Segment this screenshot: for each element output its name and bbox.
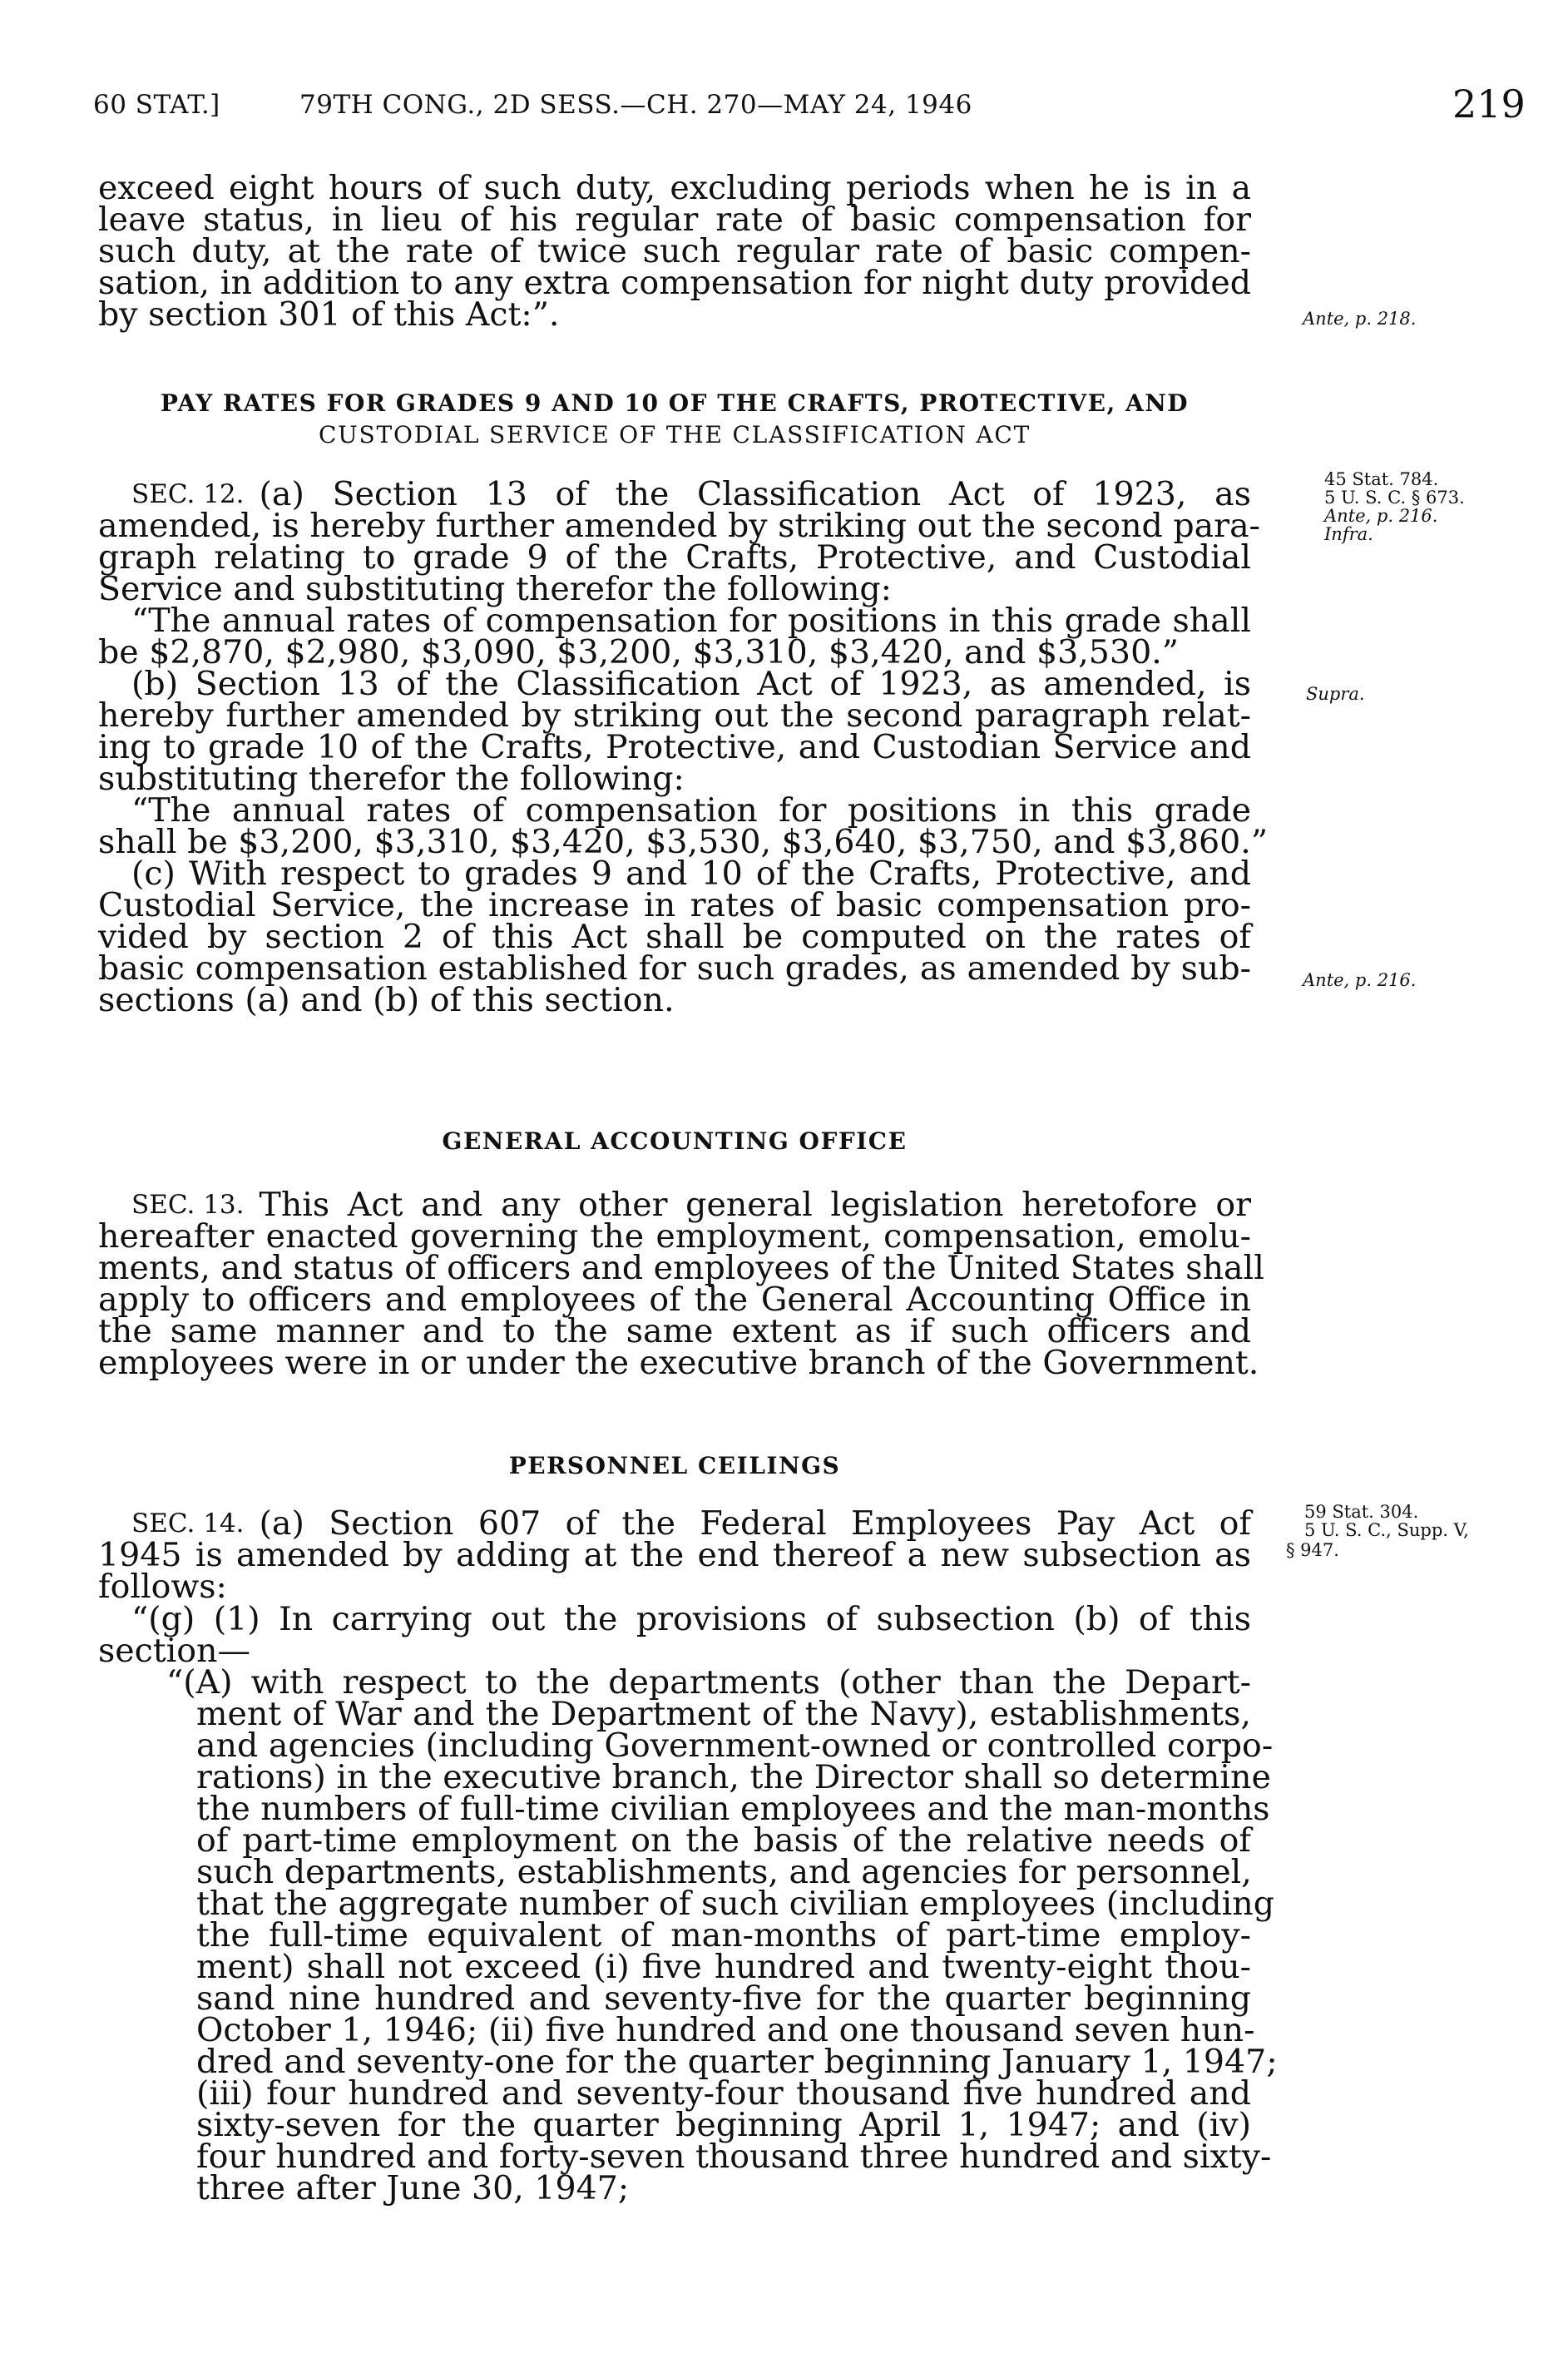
text-line: leave status, in lieu of his regular rate of basic compensation for: [98, 201, 1251, 239]
text-line: shall be $3,200, $3,310, $3,420, $3,530, $3,640, $3,750, and $3,860.”: [98, 823, 1269, 861]
margin-note-45-stat: 45 Stat. 784.: [1324, 469, 1439, 489]
text-line: “The annual rates of compensation for positions in this grade: [131, 791, 1251, 830]
margin-note-5-usc-supp: 5 U. S. C., Supp. V,: [1304, 1520, 1469, 1540]
text-line: graph relating to grade 9 of the Crafts, Protective, and Custodial: [98, 538, 1251, 577]
text-line: (a) Section 13 of the Classification Act of 1923, as: [259, 475, 1251, 513]
text-line: sand nine hundred and seventy-five for the quarter beginning: [196, 1979, 1251, 2018]
text-line: sixty-seven for the quarter beginning April 1, 1947; and (iv): [196, 2106, 1251, 2144]
text-line: the same manner and to the same extent as if such officers and: [98, 1312, 1251, 1350]
text-line: hereby further amended by striking out the second paragraph relat-: [98, 696, 1251, 735]
margin-note-sec-947: § 947.: [1286, 1540, 1339, 1560]
running-head-volume: 60 STAT.]: [93, 90, 220, 120]
margin-note-59-stat: 59 Stat. 304.: [1304, 1502, 1419, 1522]
text-line: This Act and any other general legislation heretofore or: [259, 1186, 1251, 1224]
text-line: such duty, at the rate of twice such regular rate of basic compen-: [98, 232, 1251, 270]
text-line: amended, is hereby further amended by striking out the second para-: [98, 507, 1260, 545]
text-line: vided by section 2 of this Act shall be computed on the rates of: [98, 918, 1251, 956]
text-line: sections (a) and (b) of this section.: [98, 981, 675, 1019]
text-line: Custodial Service, the increase in rates of basic compensation pro-: [98, 886, 1251, 924]
running-head-citation: 79TH CONG., 2D SESS.—CH. 270—MAY 24, 1946: [299, 90, 972, 120]
text-line: (iii) four hundred and seventy-four thousand five hundred and: [196, 2074, 1251, 2113]
text-line: the full-time equivalent of man-months of part-time employ-: [196, 1916, 1251, 1954]
text-line: (c) With respect to grades 9 and 10 of the Crafts, Protective, and: [131, 855, 1251, 893]
text-line: four hundred and forty-seven thousand three hundred and sixty-: [196, 2138, 1272, 2176]
text-line: three after June 30, 1947;: [196, 2169, 630, 2207]
text-line: Service and substituting therefor the following:: [98, 570, 892, 608]
text-line: “(g) (1) In carrying out the provisions of subsection (b) of this: [131, 1600, 1251, 1638]
text-line: ments, and status of officers and employees of the United States shall: [98, 1249, 1264, 1287]
text-line: rations) in the executive branch, the Director shall so determine: [196, 1758, 1271, 1796]
text-line: follows:: [98, 1568, 227, 1606]
text-line: such departments, establishments, and agencies for personnel,: [196, 1853, 1252, 1891]
text-line: section—: [98, 1632, 250, 1670]
margin-note-supra: Supra.: [1306, 684, 1365, 704]
page-number: 219: [1452, 82, 1526, 126]
text-line: (b) Section 13 of the Classification Act of 1923, as amended, is: [131, 665, 1251, 703]
text-line: apply to officers and employees of the General Accounting Office in: [98, 1281, 1251, 1319]
text-line: “The annual rates of compensation for positions in this grade shall: [131, 602, 1251, 640]
text-line: by section 301 of this Act:”.: [98, 295, 560, 334]
text-line: dred and seventy-one for the quarter beginning January 1, 1947;: [196, 2043, 1278, 2081]
text-line: that the aggregate number of such civilian employees (including: [196, 1885, 1275, 1923]
margin-note-ante-218: Ante, p. 218.: [1303, 309, 1417, 329]
text-line: hereafter enacted governing the employment, compensation, emolu-: [98, 1217, 1251, 1256]
text-line: be $2,870, $2,980, $3,090, $3,200, $3,310, $3,420, and $3,530.”: [98, 633, 1179, 671]
section-14-heading: PERSONNEL CEILINGS: [508, 1452, 841, 1479]
section-13-heading: GENERAL ACCOUNTING OFFICE: [442, 1127, 908, 1155]
text-line: ment of War and the Department of the Navy), establishments,: [196, 1695, 1251, 1733]
section-label: SEC. 12.: [131, 479, 245, 509]
text-line: (a) Section 607 of the Federal Employees Pay Act of: [259, 1504, 1251, 1543]
section-label: SEC. 14.: [131, 1509, 245, 1538]
text-line: employees were in or under the executive branch of the Government.: [98, 1344, 1259, 1382]
text-line: ing to grade 10 of the Crafts, Protective, and Custodian Service and: [98, 728, 1251, 766]
text-line: exceed eight hours of such duty, excluding periods when he is in a: [98, 169, 1251, 207]
text-line: the numbers of full-time civilian employees and the man-months: [196, 1790, 1270, 1828]
text-line: October 1, 1946; (ii) five hundred and one thousand seven hun-: [196, 2011, 1255, 2049]
text-line: and agencies (including Government-owned or controlled corpo-: [196, 1726, 1274, 1765]
margin-note-ante-216: Ante, p. 216.: [1324, 506, 1438, 526]
text-line: sation, in addition to any extra compensation for night duty provided: [98, 264, 1251, 302]
text-line: of part-time employment on the basis of the relative needs of: [196, 1821, 1251, 1860]
section-12-heading-line1: PAY RATES FOR GRADES 9 AND 10 OF THE CRAFTS, PROTECTIVE, AND: [160, 389, 1190, 417]
section-12-heading-line2: CUSTODIAL SERVICE OF THE CLASSIFICATION ACT: [318, 421, 1031, 448]
text-line: basic compensation established for such grades, as amended by sub-: [98, 949, 1251, 988]
text-line: ment) shall not exceed (i) five hundred and twenty-eight thou-: [196, 1948, 1251, 1986]
section-label: SEC. 13.: [131, 1190, 245, 1220]
text-line: substituting therefor the following:: [98, 760, 685, 798]
margin-note-5-usc-673: 5 U. S. C. § 673.: [1324, 488, 1465, 508]
margin-note-infra: Infra.: [1324, 524, 1373, 544]
text-line: “(A) with respect to the departments (other than the Depart-: [166, 1663, 1251, 1702]
text-line: 1945 is amended by adding at the end thereof a new subsection as: [98, 1536, 1251, 1574]
margin-note-ante-216-c: Ante, p. 216.: [1303, 970, 1417, 990]
